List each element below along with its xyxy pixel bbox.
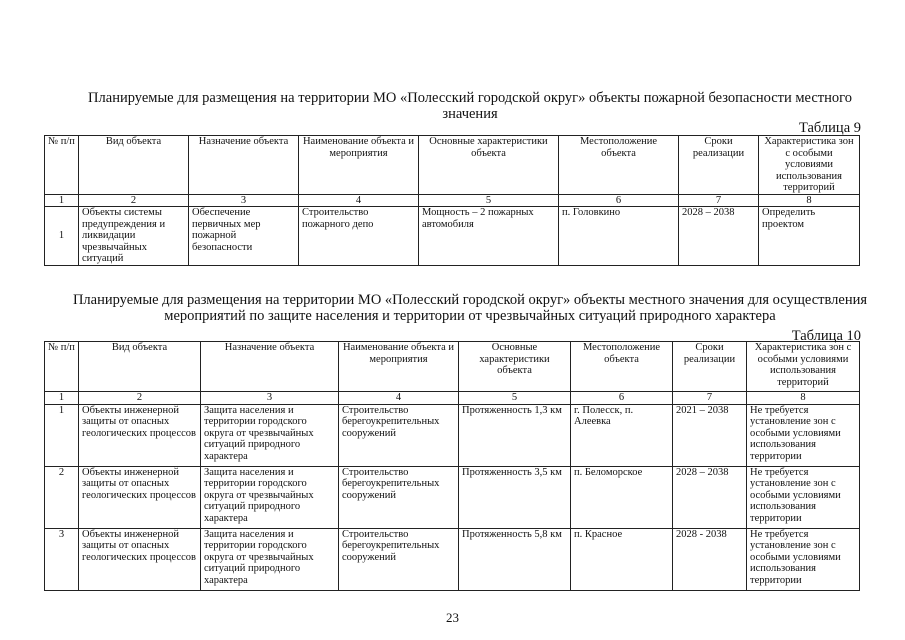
location-cell: г. Полесск, п. Алеевка (571, 404, 673, 466)
column-number: 5 (419, 194, 559, 207)
location-cell: п. Головкино (559, 207, 679, 266)
purpose-cell: Защита населения и территории городского округа от чрезвычайных ситуаций природного характера (201, 404, 339, 466)
header-cell: Наименование объекта и мероприятия (339, 342, 459, 392)
period-cell: 2028 - 2038 (673, 528, 747, 590)
period-cell: 2028 – 2038 (673, 466, 747, 528)
table-row (45, 466, 860, 528)
purpose-cell: Защита населения и территории городского округа от чрезвычайных ситуаций природного характера (201, 466, 339, 528)
row-number: 2 (45, 466, 79, 528)
object-type-cell: Объекты инженерной защиты от опасных геологических процессов (79, 528, 201, 590)
column-number-row (45, 392, 860, 405)
location-cell: п. Беломорское (571, 466, 673, 528)
header-cell: Наименование объекта и мероприятия (299, 136, 419, 195)
purpose-cell: Обеспечение первичных мер пожарной безопасности (189, 207, 299, 266)
column-number-row (45, 194, 860, 207)
column-number: 7 (673, 392, 747, 405)
column-number: 8 (759, 194, 860, 207)
name-cell: Строительство берегоукрепительных сооружений (339, 528, 459, 590)
header-cell: Назначение объекта (189, 136, 299, 195)
table10-label: Таблица 10 (791, 328, 861, 344)
column-number: 7 (679, 194, 759, 207)
name-cell: Строительство пожарного депо (299, 207, 419, 266)
row-number: 1 (45, 404, 79, 466)
table-row (45, 207, 860, 266)
header-cell: Сроки реализации (679, 136, 759, 195)
zones-cell: Не требуется установление зон с особыми условиями использования территории (747, 466, 860, 528)
column-number: 8 (747, 392, 860, 405)
zones-cell: Не требуется установление зон с особыми условиями использования территории (747, 528, 860, 590)
header-cell: Характеристика зон с особыми условиями использования территорий (747, 342, 860, 392)
name-cell: Строительство берегоукрепительных сооружений (339, 466, 459, 528)
header-cell: Основные характеристики объекта (419, 136, 559, 195)
table-header-row (45, 136, 860, 195)
header-cell: Местоположение объекта (571, 342, 673, 392)
table9-label: Таблица 9 (798, 120, 861, 136)
column-number: 2 (79, 194, 189, 207)
table-row (45, 404, 860, 466)
characteristics-cell: Мощность – 2 пожарных автомобиля (419, 207, 559, 266)
column-number: 3 (201, 392, 339, 405)
column-number: 2 (79, 392, 201, 405)
header-cell: Назначение объекта (201, 342, 339, 392)
header-cell: Местоположение объекта (559, 136, 679, 195)
header-cell: Вид объекта (79, 136, 189, 195)
name-cell: Строительство берегоукрепительных сооружений (339, 404, 459, 466)
period-cell: 2028 – 2038 (679, 207, 759, 266)
column-number: 5 (459, 392, 571, 405)
header-cell: Сроки реализации (673, 342, 747, 392)
purpose-cell: Защита населения и территории городского округа от чрезвычайных ситуаций природного характера (201, 528, 339, 590)
table9-title: Планируемые для размещения на территории МО «Полесский городской округ» объекты пожарной безопасности местного значения (88, 90, 852, 122)
object-type-cell: Объекты инженерной защиты от опасных геологических процессов (79, 466, 201, 528)
location-cell: п. Красное (571, 528, 673, 590)
row-number: 1 (45, 207, 79, 266)
table9 (44, 135, 860, 266)
column-number: 3 (189, 194, 299, 207)
zones-cell: Не требуется установление зон с особыми условиями использования территории (747, 404, 860, 466)
zones-cell: Определить проектом (759, 207, 860, 266)
row-number: 3 (45, 528, 79, 590)
object-type-cell: Объекты системы предупреждения и ликвидации чрезвычайных ситуаций (79, 207, 189, 266)
table10-title: Планируемые для размещения на территории МО «Полесский городской округ» объекты местного значения для осуществления мероприятий по защите населения и территории от чрезвычайных ситуаций природного характера (72, 292, 868, 324)
column-number: 4 (339, 392, 459, 405)
column-number: 4 (299, 194, 419, 207)
characteristics-cell: Протяженность 5,8 км (459, 528, 571, 590)
column-number: 1 (45, 392, 79, 405)
column-number: 6 (571, 392, 673, 405)
header-cell: № п/п (45, 136, 79, 195)
table-row (45, 528, 860, 590)
header-cell: Вид объекта (79, 342, 201, 392)
header-cell: Характеристика зон с особыми условиями использования территорий (759, 136, 860, 195)
object-type-cell: Объекты инженерной защиты от опасных геологических процессов (79, 404, 201, 466)
page-number: 23 (446, 610, 459, 625)
header-cell: Основные характеристики объекта (459, 342, 571, 392)
table10 (44, 341, 860, 591)
header-cell: № п/п (45, 342, 79, 392)
column-number: 1 (45, 194, 79, 207)
characteristics-cell: Протяженность 3,5 км (459, 466, 571, 528)
characteristics-cell: Протяженность 1,3 км (459, 404, 571, 466)
period-cell: 2021 – 2038 (673, 404, 747, 466)
table-header-row (45, 342, 860, 392)
column-number: 6 (559, 194, 679, 207)
